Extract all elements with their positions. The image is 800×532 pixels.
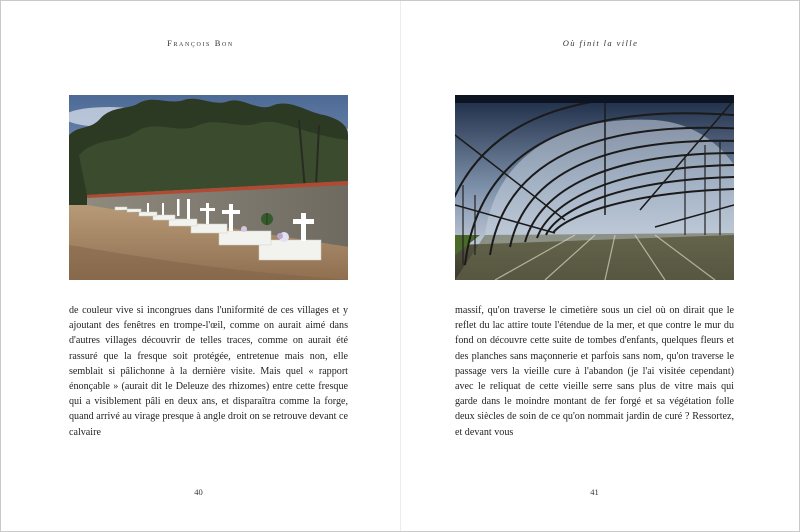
running-head-author: François Bon [167, 38, 234, 48]
page-number-right: 41 [590, 487, 599, 497]
page-number-left: 40 [194, 487, 203, 497]
running-head-title: Où finit la ville [562, 38, 639, 48]
right-paragraph: massif, qu'on traverse le cimetière sous un ciel où on dirait que le reflet du lac attire toute l'étendue de la mer, et que contre le mur du fond on découvre cette suite de tombes d'enfants, quelques fleurs et des planches sans maçonnerie et parfois sans nom, qu'on traverse le passage vers la vieille cure à l'abandon (je l'ai visitée cependant) avec le reliquat de cette vieille serre sans plus de vitre mais qui garde dans le moindre montant de fer forgé et sa végétation folle deux siècles de soin de ce qu'on nommait jardin de curé ? Ressortez, et devant vous [455, 305, 734, 438]
greenhouse-photo [455, 95, 734, 280]
cemetery-photo [69, 95, 348, 280]
left-page [1, 1, 400, 531]
right-page [401, 1, 800, 531]
cemetery-photo-image [69, 95, 348, 280]
left-paragraph: de couleur vive si incongrues dans l'uniformité de ces villages et y ajoutant des fenêtres en trompe-l'œil, comme on aurait aimé dans d'autres villages découvrir de telles traces, comme on aurait été rassuré que la fresque soit protégée, entretenue mais non, elle semblait si pâlichonne à la dernière visite. Mais quel « rapport énonçable » (aurait dit le Deleuze des rhizomes) entre cette fresque qui a visiblement pâli en deux ans, et disparaîtra comme la forge, quand arrivé au virage presque à angle droit on se retrouve devant ce calvaire [69, 305, 348, 438]
right-body-text [455, 303, 734, 440]
greenhouse-photo-image [455, 95, 734, 280]
left-body-text [69, 303, 348, 440]
